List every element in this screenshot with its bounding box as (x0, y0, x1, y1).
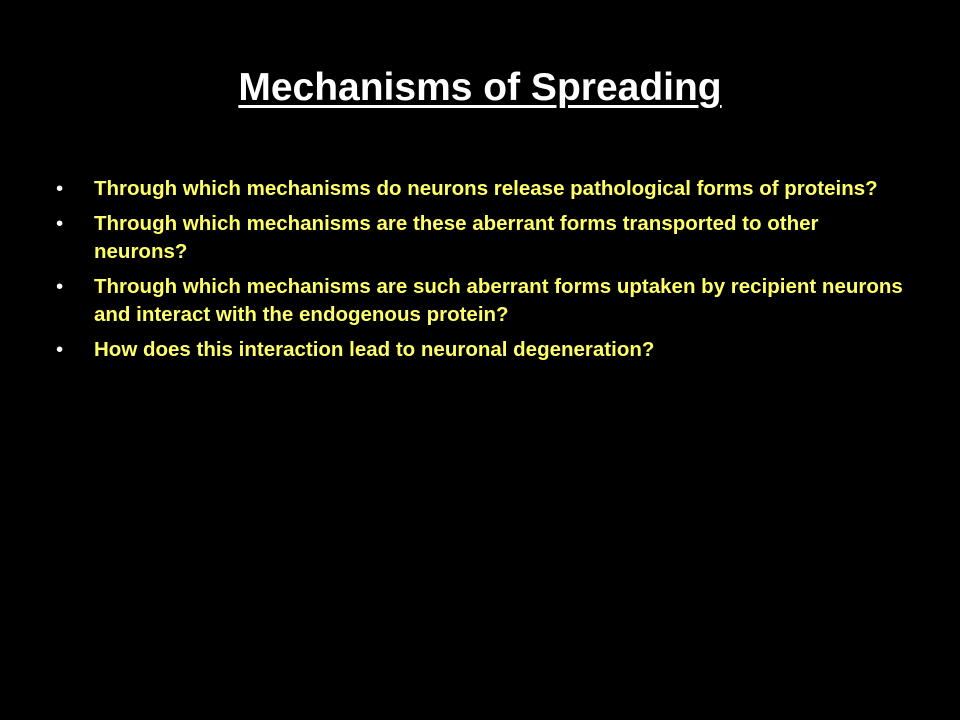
bullet-dot-icon: • (56, 177, 64, 200)
bullet-text: Through which mechanisms do neurons release pathological forms of proteins? (94, 177, 878, 200)
bullet-dot-icon: • (56, 275, 64, 298)
slide-title: Mechanisms of Spreading (238, 66, 722, 109)
bullet-list (56, 175, 916, 371)
bullet-dot-icon: • (56, 338, 64, 361)
bullet-item (56, 175, 916, 203)
bullet-item (56, 210, 916, 266)
bullet-text: Through which mechanisms are such aberrant forms uptaken by recipient neurons and interact with the endogenous protein? (94, 275, 903, 326)
bullet-item (56, 336, 916, 364)
bullet-dot-icon: • (56, 212, 64, 235)
bullet-text: How does this interaction lead to neuronal degeneration? (94, 338, 655, 361)
bullet-text: Through which mechanisms are these aberrant forms transported to other neurons? (94, 212, 819, 263)
bullet-item (56, 273, 916, 329)
